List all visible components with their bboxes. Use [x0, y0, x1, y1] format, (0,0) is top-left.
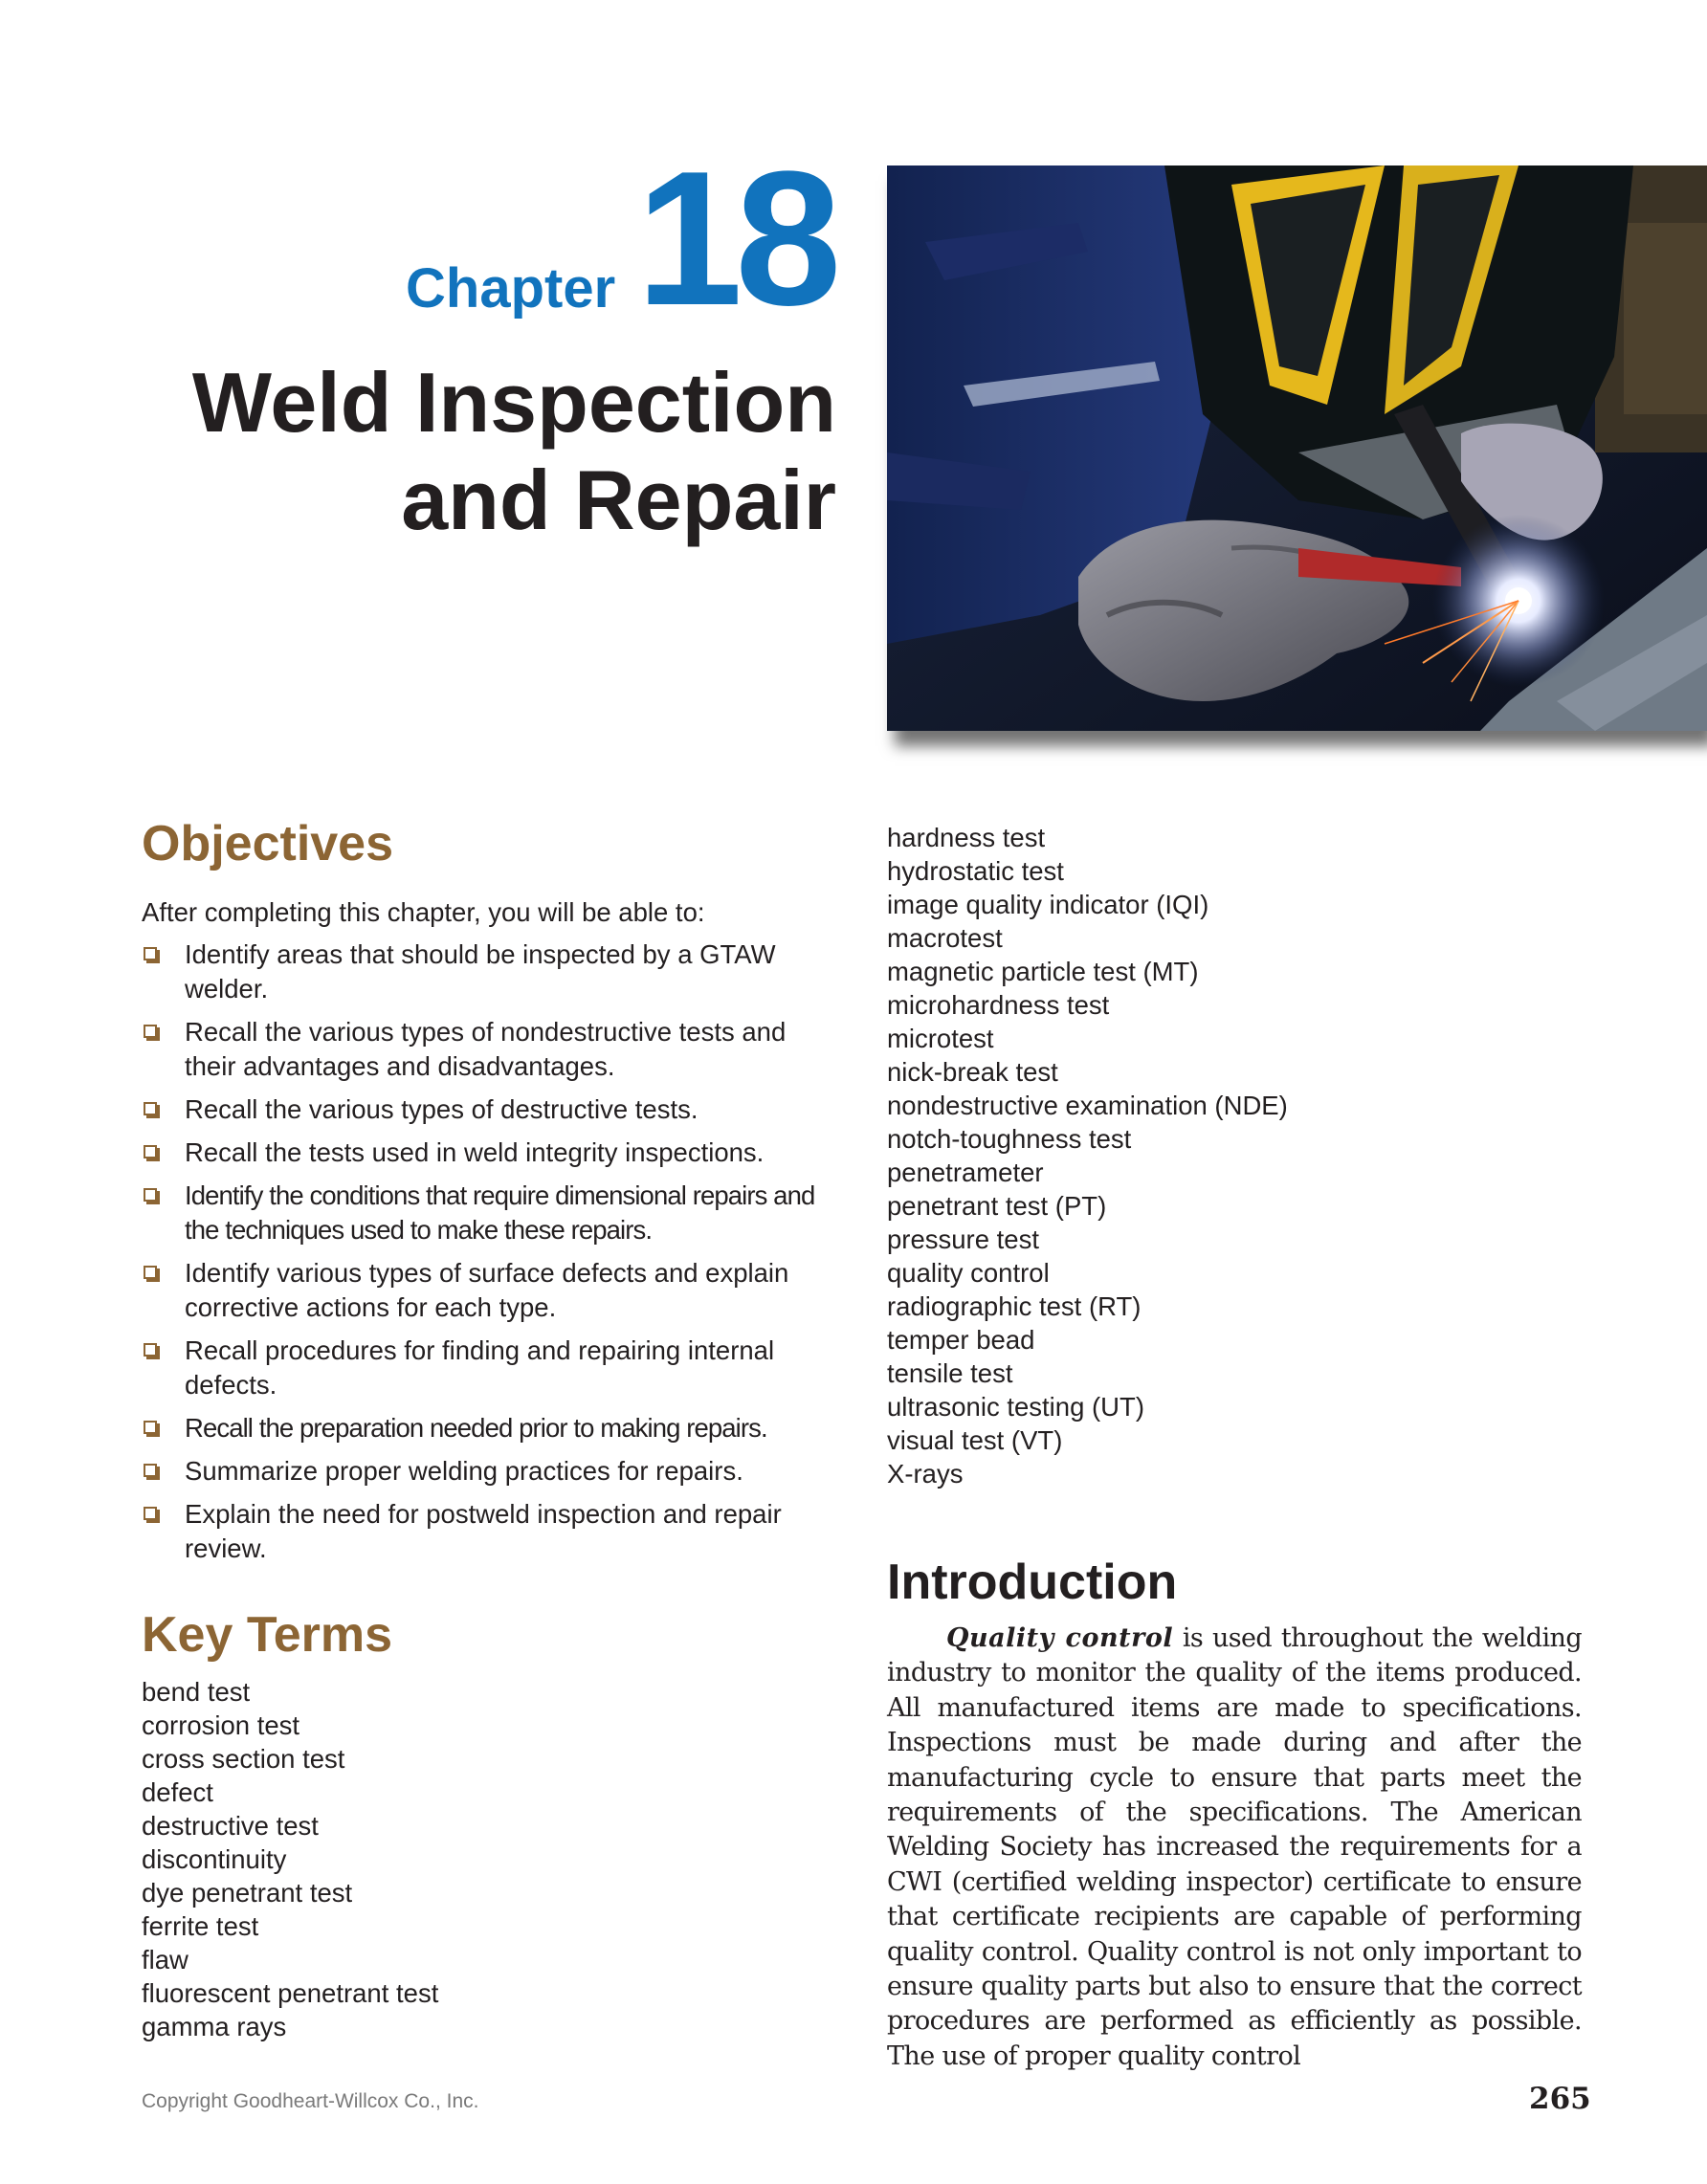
- key-term: macrotest: [887, 923, 1003, 953]
- key-term: nick-break test: [887, 1057, 1058, 1087]
- objective-item: Identify areas that should be inspected by a GTAW welder.: [142, 938, 831, 1006]
- key-term: dye penetrant test: [142, 1878, 353, 1908]
- key-term: fluorescent penetrant test: [142, 1978, 439, 2008]
- chapter-title: [109, 354, 836, 549]
- objective-item: Recall the tests used in weld integrity inspections.: [142, 1136, 831, 1170]
- key-term: hydrostatic test: [887, 856, 1064, 886]
- introduction-heading: Introduction: [887, 1555, 1178, 1610]
- key-term: pressure test: [887, 1224, 1039, 1254]
- checkbox-bullet-icon: [144, 1421, 157, 1434]
- objective-item: Explain the need for postweld inspection and repair review.: [142, 1497, 831, 1566]
- objective-item: Recall the various types of nondestructive tests and their advantages and disadvantages.: [142, 1015, 831, 1084]
- chapter-title-line-1: Weld Inspection: [191, 355, 836, 450]
- key-terms-column-1: [142, 1675, 438, 2043]
- checkbox-bullet-icon: [144, 1266, 157, 1279]
- key-term: gamma rays: [142, 2012, 287, 2041]
- key-term: ultrasonic testing (UT): [887, 1392, 1144, 1422]
- chapter-number: 18: [636, 132, 834, 345]
- key-term: radiographic test (RT): [887, 1291, 1142, 1321]
- objectives-list: [142, 938, 831, 1575]
- key-term: quality control: [887, 1258, 1050, 1288]
- checkbox-bullet-icon: [144, 1102, 157, 1115]
- chapter-label: Chapter: [406, 257, 616, 320]
- introduction-lead-term: Quality control: [946, 1623, 1174, 1653]
- introduction-body: is used throughout the welding industry to monitor the quality of the items produced. All manufactured items are made to specifications. Inspections must be made during and after the manufacturing cycle to ensure that parts meet the requirements of the specifications. The American Welding Society has increased the requirements for a CWI (certified welding inspector) certificate to ensure that certificate recipients are capable of performing quality control. Quality control is not only important to ensure quality parts but also to ensure that the correct procedures are performed as efficiently as possible. The use of proper quality control: [887, 1623, 1582, 2071]
- key-term: notch-toughness test: [887, 1124, 1132, 1154]
- checkbox-bullet-icon: [144, 1464, 157, 1477]
- key-term: defect: [142, 1777, 213, 1807]
- page-number: 265: [1529, 2082, 1591, 2116]
- key-term: microtest: [887, 1024, 994, 1053]
- key-term: microhardness test: [887, 990, 1110, 1020]
- introduction-paragraph: [887, 1621, 1582, 2074]
- objective-item: Recall the preparation needed prior to making repairs.: [142, 1411, 831, 1445]
- key-term: corrosion test: [142, 1710, 300, 1740]
- objective-item: Identify various types of surface defects and explain corrective actions for each type.: [142, 1256, 831, 1325]
- key-term: visual test (VT): [887, 1425, 1063, 1455]
- chapter-title-line-2: and Repair: [401, 452, 836, 547]
- objectives-intro: After completing this chapter, you will be able to:: [142, 897, 705, 927]
- key-terms-column-2: [887, 821, 1288, 1490]
- key-term: penetrameter: [887, 1158, 1044, 1187]
- key-term: image quality indicator (IQI): [887, 890, 1209, 919]
- key-term: temper bead: [887, 1325, 1035, 1355]
- objective-item: Identify the conditions that require dimensional repairs and the techniques used to make these repairs.: [142, 1179, 831, 1247]
- checkbox-bullet-icon: [144, 1507, 157, 1520]
- key-term: cross section test: [142, 1744, 345, 1774]
- key-term: magnetic particle test (MT): [887, 957, 1199, 986]
- copyright-notice: Copyright Goodheart-Willcox Co., Inc.: [142, 2090, 479, 2112]
- objectives-heading: Objectives: [142, 816, 394, 871]
- key-term: discontinuity: [142, 1844, 287, 1874]
- checkbox-bullet-icon: [144, 1188, 157, 1202]
- objective-item: Recall procedures for finding and repairing internal defects.: [142, 1334, 831, 1402]
- welder-photo: [887, 165, 1707, 731]
- key-term: destructive test: [142, 1811, 319, 1841]
- key-term: ferrite test: [142, 1911, 259, 1941]
- key-term: X-rays: [887, 1459, 964, 1489]
- key-term: penetrant test (PT): [887, 1191, 1107, 1221]
- key-term: flaw: [142, 1945, 188, 1974]
- objective-item: Recall the various types of destructive tests.: [142, 1092, 831, 1127]
- checkbox-bullet-icon: [144, 1025, 157, 1038]
- checkbox-bullet-icon: [144, 947, 157, 960]
- checkbox-bullet-icon: [144, 1145, 157, 1158]
- key-term: hardness test: [887, 823, 1046, 852]
- key-term: bend test: [142, 1677, 251, 1707]
- objective-item: Summarize proper welding practices for repairs.: [142, 1454, 831, 1489]
- key-term: nondestructive examination (NDE): [887, 1091, 1288, 1120]
- key-term: tensile test: [887, 1358, 1013, 1388]
- checkbox-bullet-icon: [144, 1343, 157, 1357]
- key-terms-heading: Key Terms: [142, 1607, 393, 1663]
